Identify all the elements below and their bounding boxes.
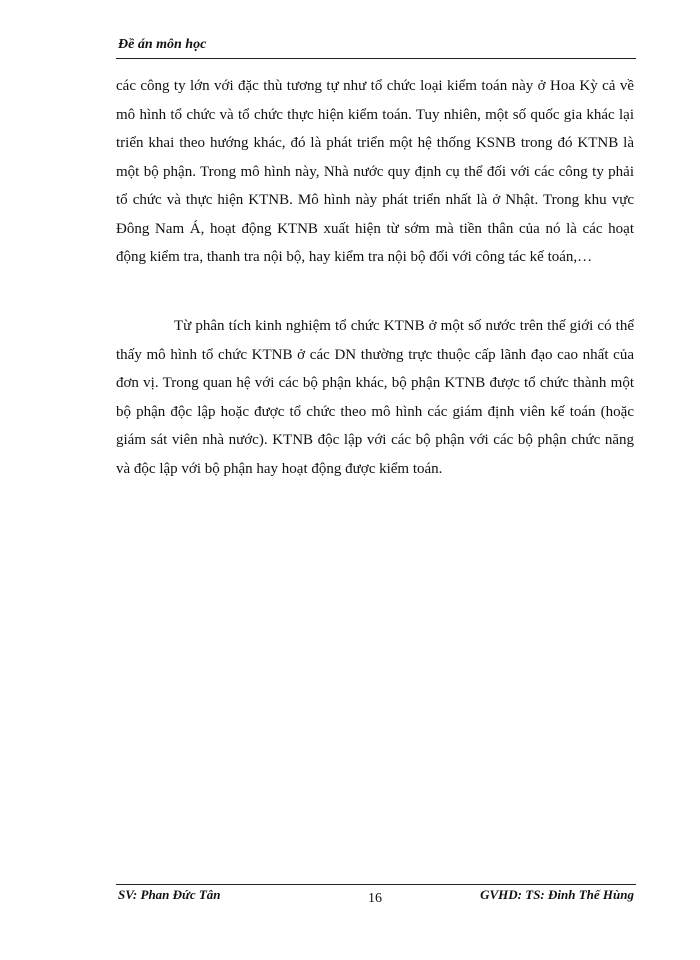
header-title: Đề án môn học xyxy=(118,37,207,52)
paragraph-1: các công ty lớn với đặc thù tương tự như tổ chức loại kiểm toán này ở Hoa Kỳ cả về mô hình tổ chức và tổ chức thực hiện kiểm toán. Tuy nhiên, một số quốc gia khác lại triển khai theo hướng khác, đó là phát triển một hệ thống KSNB trong đó KTNB là một bộ phận. Trong mô hình này, Nhà nước quy định cụ thể đối với các công ty phải tổ chức và thực hiện KTNB. Mô hình này phát triển nhất là ở Nhật. Trong khu vực Đông Nam Á, hoạt động KTNB xuất hiện từ sớm mà tiền thân của nó là các hoạt động kiểm tra, thanh tra nội bộ, hay kiểm tra nội bộ đối với công tác kế toán,… xyxy=(116,78,634,265)
page-number: 16 xyxy=(368,891,382,906)
header-divider xyxy=(116,58,636,59)
footer-divider xyxy=(116,884,636,885)
footer-advisor: GVHD: TS: Đinh Thế Hùng xyxy=(480,887,634,902)
footer-student: SV: Phan Đức Tân xyxy=(118,887,221,902)
paragraph-2: Từ phân tích kinh nghiệm tổ chức KTNB ở một số nước trên thế giới có thể thấy mô hình tổ chức KTNB ở các DN thường trực thuộc cấp lãnh đạo cao nhất của đơn vị. Trong quan hệ với các bộ phận khác, bộ phận KTNB được tổ chức thành một bộ phận độc lập hoặc được tổ chức theo mô hình các giám định viên kế toán (hoặc giám sát viên nhà nước). KTNB độc lập với các bộ phận với các bộ phận chức năng và độc lập với bộ phận hay hoạt động được kiểm toán. xyxy=(116,318,634,477)
